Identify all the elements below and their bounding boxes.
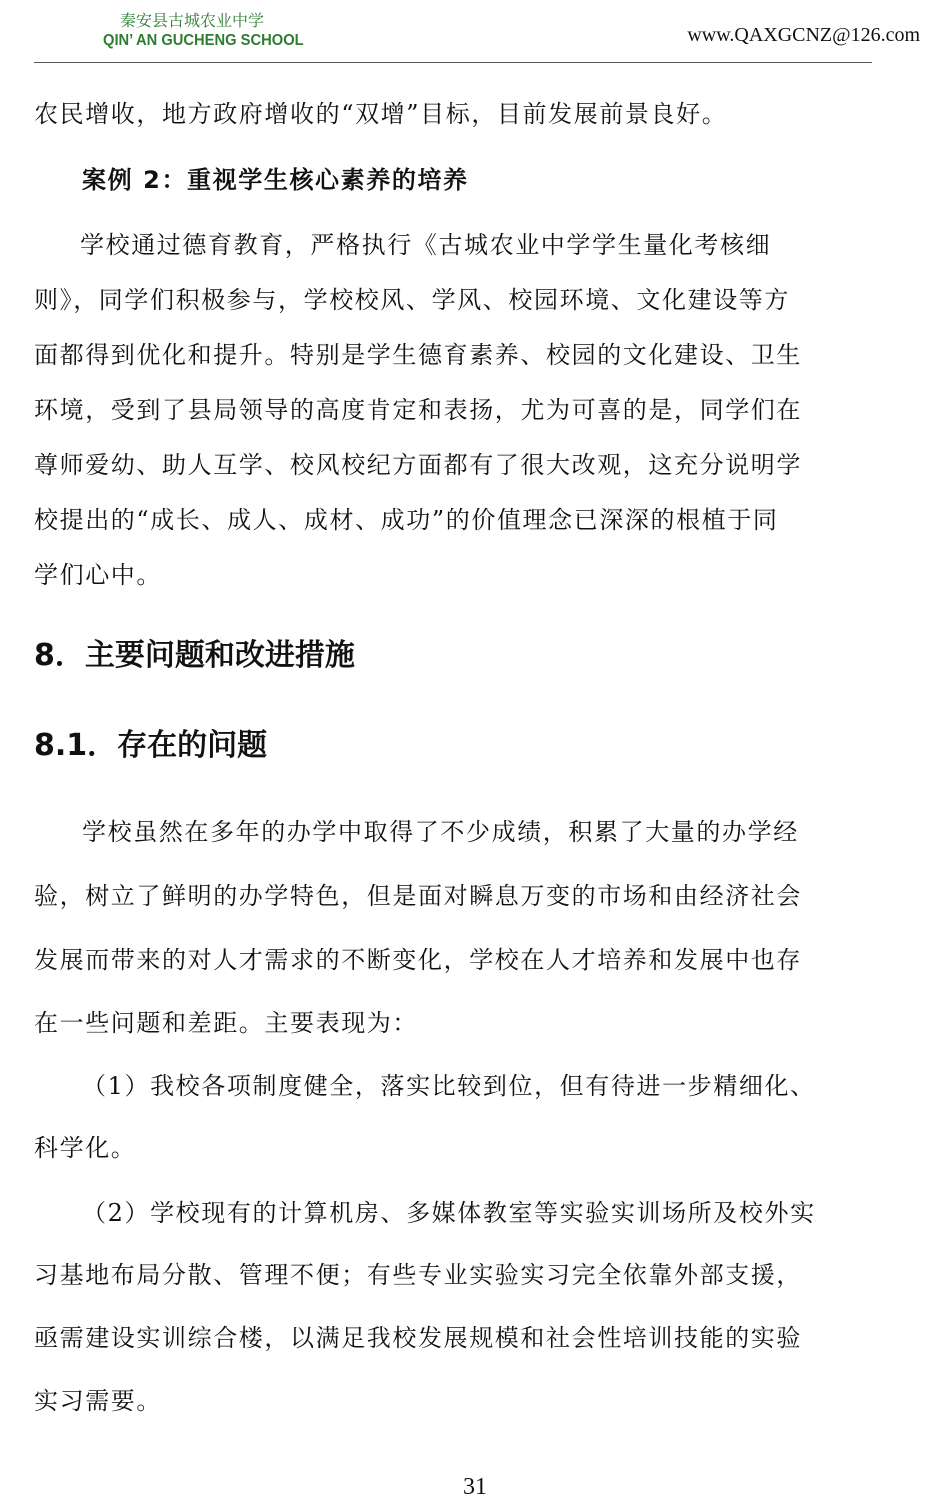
page-header <box>0 0 950 66</box>
section-heading-8: 8．主要问题和改进措施 <box>34 638 355 673</box>
case-2-line: 学们心中。 <box>34 561 162 589</box>
header-divider <box>34 62 872 63</box>
problem-line: 发展而带来的对人才需求的不断变化，学校在人才培养和发展中也存 <box>34 946 802 974</box>
school-name-chinese: 秦安县古城农业中学 <box>120 11 265 30</box>
item-2-line: 习基地布局分散、管理不便；有些专业实验实习完全依靠外部支援， <box>34 1261 802 1289</box>
item-2-line: 亟需建设实训综合楼，以满足我校发展规模和社会性培训技能的实验 <box>34 1324 802 1352</box>
header-email: www.QAXGCNZ@126.com <box>687 24 920 46</box>
case-2-line: 学校通过德育教育，严格执行《古城农业中学学生量化考核细 <box>80 231 772 259</box>
case-2-line: 环境，受到了县局领导的高度肯定和表扬，尤为可喜的是，同学们在 <box>34 396 802 424</box>
item-2-line: 实习需要。 <box>34 1387 162 1415</box>
item-2-line: （2）学校现有的计算机房、多媒体教室等实验实训场所及校外实 <box>82 1199 816 1227</box>
paragraph-intro: 农民增收，地方政府增收的“双增”目标，目前发展前景良好。 <box>34 100 728 128</box>
case-2-line: 则》，同学们积极参与，学校校风、学风、校园环境、文化建设等方 <box>34 286 790 314</box>
subsection-heading-8-1: 8.1．存在的问题 <box>34 728 268 763</box>
case-2-line: 尊师爱幼、助人互学、校风校纪方面都有了很大改观，这充分说明学 <box>34 451 802 479</box>
problem-line: 验，树立了鲜明的办学特色，但是面对瞬息万变的市场和由经济社会 <box>34 882 802 910</box>
problem-line: 学校虽然在多年的办学中取得了不少成绩，积累了大量的办学经 <box>82 818 799 846</box>
item-1-line: （1）我校各项制度健全，落实比较到位，但有待进一步精细化、 <box>82 1072 816 1100</box>
case-2-title: 案例 2：重视学生核心素养的培养 <box>82 166 469 194</box>
item-1-line: 科学化。 <box>34 1134 137 1162</box>
case-2-line: 面都得到优化和提升。特别是学生德育素养、校园的文化建设、卫生 <box>34 341 802 369</box>
problem-line: 在一些问题和差距。主要表现为： <box>34 1009 418 1037</box>
page-number: 31 <box>463 1474 487 1500</box>
case-2-line: 校提出的“成长、成人、成材、成功”的价值理念已深深的根植于同 <box>34 506 779 534</box>
school-name-english: QIN’ AN GUCHENG SCHOOL <box>103 32 304 49</box>
